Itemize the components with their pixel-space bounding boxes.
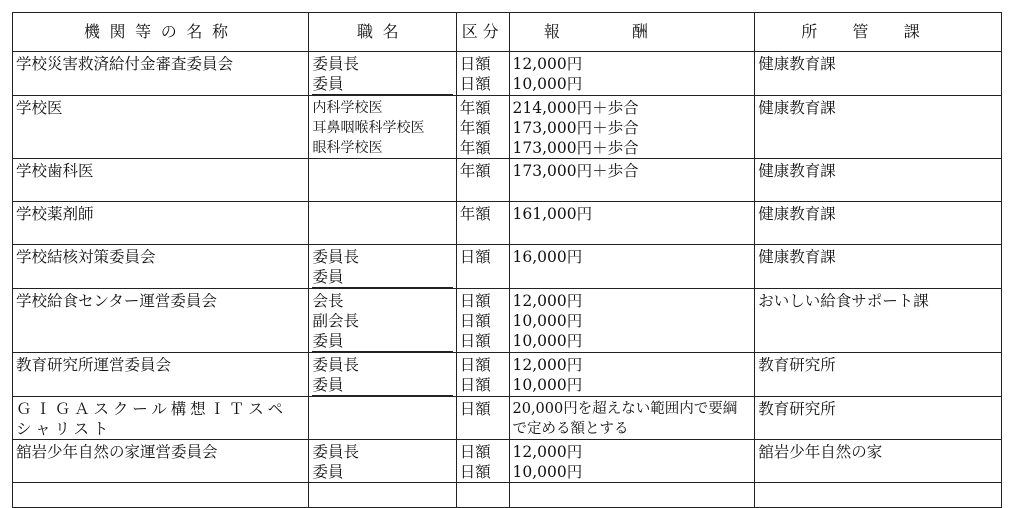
cell-dept: 健康教育課 xyxy=(755,52,1002,96)
cell-name: 学校給食センター運営委員会 xyxy=(13,289,309,353)
kubun-line: 日額 xyxy=(459,443,491,461)
cell-name: 学校薬剤師 xyxy=(13,202,309,245)
kubun-line: 日額 xyxy=(459,312,491,330)
cell-pay xyxy=(509,202,755,245)
title-line: 委員 xyxy=(312,331,452,352)
cell-title xyxy=(309,52,456,96)
cell-pay xyxy=(509,245,755,289)
title-line: 委員長 xyxy=(312,248,359,266)
cell-dept: 舘岩少年自然の家 xyxy=(755,440,1002,483)
table-row xyxy=(13,353,1002,397)
kubun-line: 年額 xyxy=(459,205,491,223)
pay-line: 214,000円＋歩合 xyxy=(512,99,639,117)
pay-line: 12,000円 xyxy=(512,443,583,461)
cell-name: ＧＩＧＡスクール構想ＩＴスペシャリスト xyxy=(13,397,309,440)
header-name: 機関等の名称 xyxy=(13,13,309,52)
pay-line: 12,000円 xyxy=(512,292,583,310)
title-line: 委員長 xyxy=(312,356,359,374)
cell-title xyxy=(309,202,456,245)
title-line: 副会長 xyxy=(312,312,359,330)
table-row xyxy=(13,440,1002,483)
title-line: 会長 xyxy=(312,292,344,310)
title-line: 委員 xyxy=(312,267,452,288)
cell-pay xyxy=(509,96,755,159)
kubun-line: 年額 xyxy=(459,139,491,157)
title-line: 耳鼻咽喉科学校医 xyxy=(312,120,425,136)
cell-kubun xyxy=(456,353,509,397)
table-row xyxy=(13,289,1002,353)
cell-cutoff xyxy=(755,483,1002,508)
cell-dept: 健康教育課 xyxy=(755,96,1002,159)
cell-name: 教育研究所運営委員会 xyxy=(13,353,309,397)
cell-name: 学校歯科医 xyxy=(13,159,309,202)
title-line: 眼科学校医 xyxy=(312,140,383,156)
cell-dept: おいしい給食サポート課 xyxy=(755,289,1002,353)
cell-pay xyxy=(509,353,755,397)
cell-pay: 20,000円を超えない範囲内で要綱で定める額とする xyxy=(509,397,755,440)
header-title: 職名 xyxy=(309,13,456,52)
compensation-table xyxy=(12,12,1002,508)
pay-line: 12,000円 xyxy=(512,356,583,374)
pay-line: 173,000円＋歩合 xyxy=(512,119,639,137)
table-row xyxy=(13,159,1002,202)
kubun-line: 日額 xyxy=(459,463,491,481)
cell-name: 学校結核対策委員会 xyxy=(13,245,309,289)
pay-line: 10,000円 xyxy=(512,463,583,481)
cell-kubun xyxy=(456,289,509,353)
cell-cutoff xyxy=(13,483,309,508)
cell-kubun xyxy=(456,159,509,202)
cell-name: 舘岩少年自然の家運営委員会 xyxy=(13,440,309,483)
cell-pay xyxy=(509,440,755,483)
kubun-line: 日額 xyxy=(459,376,491,394)
kubun-line: 年額 xyxy=(459,119,491,137)
title-line: 内科学校医 xyxy=(312,100,383,116)
header-pay: 報酬 xyxy=(509,13,755,52)
title-line: 委員長 xyxy=(312,55,359,73)
cell-dept: 健康教育課 xyxy=(755,202,1002,245)
cell-dept: 健康教育課 xyxy=(755,159,1002,202)
kubun-line: 年額 xyxy=(459,99,491,117)
cell-name: 学校災害救済給付金審査委員会 xyxy=(13,52,309,96)
table-row xyxy=(13,202,1002,245)
cell-title xyxy=(309,96,456,159)
cell-cutoff xyxy=(509,483,755,508)
kubun-line: 日額 xyxy=(459,292,491,310)
kubun-line: 日額 xyxy=(459,356,491,374)
pay-line: 10,000円 xyxy=(512,75,583,93)
cell-title xyxy=(309,245,456,289)
kubun-line: 日額 xyxy=(459,248,491,266)
cell-kubun xyxy=(456,440,509,483)
cell-dept: 教育研究所 xyxy=(755,353,1002,397)
title-line: 委員長 xyxy=(312,443,359,461)
pay-line: 12,000円 xyxy=(512,55,583,73)
cell-cutoff xyxy=(309,483,456,508)
pay-line: 173,000円＋歩合 xyxy=(512,162,639,180)
pay-line: 10,000円 xyxy=(512,376,583,394)
table-row xyxy=(13,52,1002,96)
kubun-line: 日額 xyxy=(459,332,491,350)
table-row-cutoff xyxy=(13,483,1002,508)
table-header-row xyxy=(13,13,1002,52)
cell-cutoff xyxy=(456,483,509,508)
title-line: 委員 xyxy=(312,375,452,396)
cell-kubun xyxy=(456,52,509,96)
pay-line: 10,000円 xyxy=(512,312,583,330)
cell-title xyxy=(309,289,456,353)
pay-line: 173,000円＋歩合 xyxy=(512,139,639,157)
cell-kubun xyxy=(456,202,509,245)
cell-pay xyxy=(509,159,755,202)
title-line: 委員 xyxy=(312,463,344,481)
cell-name: 学校医 xyxy=(13,96,309,159)
pay-line: 16,000円 xyxy=(512,248,583,266)
cell-pay xyxy=(509,289,755,353)
header-dept: 所管課 xyxy=(755,13,1002,52)
kubun-line: 日額 xyxy=(459,75,491,93)
cell-title xyxy=(309,159,456,202)
cell-kubun xyxy=(456,397,509,440)
kubun-line: 日額 xyxy=(459,55,491,73)
title-line: 委員 xyxy=(312,74,452,95)
kubun-line: 年額 xyxy=(459,162,491,180)
pay-line: 10,000円 xyxy=(512,332,583,350)
cell-title xyxy=(309,440,456,483)
cell-kubun xyxy=(456,245,509,289)
cell-title xyxy=(309,397,456,440)
table-row xyxy=(13,96,1002,159)
compensation-table-container xyxy=(12,12,1002,508)
cell-dept: 教育研究所 xyxy=(755,397,1002,440)
table-row xyxy=(13,397,1002,440)
cell-pay xyxy=(509,52,755,96)
table-row xyxy=(13,245,1002,289)
header-kubun: 区分 xyxy=(456,13,509,52)
pay-line: 161,000円 xyxy=(512,205,593,223)
cell-title xyxy=(309,353,456,397)
kubun-line: 日額 xyxy=(459,400,491,418)
cell-dept: 健康教育課 xyxy=(755,245,1002,289)
cell-kubun xyxy=(456,96,509,159)
